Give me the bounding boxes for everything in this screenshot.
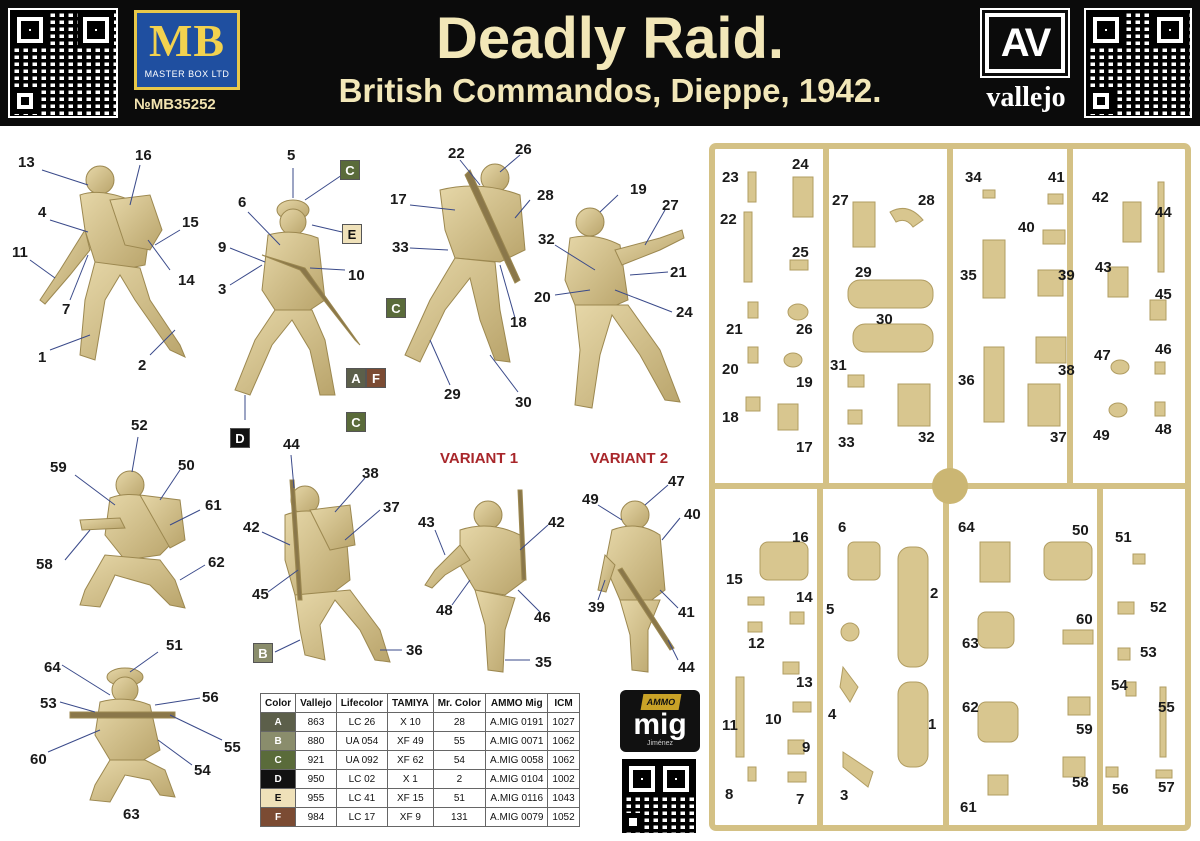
sprue-part-label: 61: [960, 799, 977, 816]
sprue-part-label: 19: [796, 374, 813, 391]
table-cell-tamiya: X 10: [388, 713, 434, 732]
sprue-part-label: 46: [1155, 341, 1172, 358]
table-cell-tamiya: XF 62: [388, 751, 434, 770]
ammo-mig-logo: [620, 690, 700, 752]
sprue-part-label: 55: [1158, 699, 1175, 716]
figure-4-label: 20: [534, 289, 551, 306]
figure-1-label: 4: [38, 204, 47, 221]
sprue-part-label: 51: [1115, 529, 1132, 546]
qr-code-bottom-icon[interactable]: [620, 757, 698, 835]
table-cell-ammo: A.MIG 0104: [486, 770, 548, 789]
figure-7-label: 46: [534, 609, 551, 626]
figure-5-label: 59: [50, 459, 67, 476]
table-header-cell: AMMO Mig: [486, 694, 548, 713]
figure-3-label: 29: [444, 386, 461, 403]
figure-2-label: 10: [348, 267, 365, 284]
table-cell-code: D: [261, 770, 296, 789]
master-box-logo-letters: MB: [148, 15, 226, 66]
table-cell-ammo: A.MIG 0071: [486, 732, 548, 751]
figure-2-label: 9: [218, 239, 227, 256]
sprue-part-label: 43: [1095, 259, 1112, 276]
figure-5-label: 52: [131, 417, 148, 434]
figure-1-label: 14: [178, 272, 195, 289]
table-cell-code: E: [261, 789, 296, 808]
sprue-part-label: 48: [1155, 421, 1172, 438]
sprue-part-label: 41: [1048, 169, 1065, 186]
figure-1-label: 7: [62, 301, 71, 318]
figure-9: [70, 668, 175, 802]
sprue-part-label: 50: [1072, 522, 1089, 539]
table-cell-ammo: A.MIG 0116: [486, 789, 548, 808]
ammo-mig-logo-top: AMMO: [641, 694, 682, 710]
sprue-part-label: 18: [722, 409, 739, 426]
sprue-part-label: 25: [792, 244, 809, 261]
table-cell-mrcolor: 54: [433, 751, 485, 770]
table-row: [261, 789, 580, 808]
sprue-part-label: 39: [1058, 267, 1075, 284]
sprue-part-label: 45: [1155, 286, 1172, 303]
table-cell-lifecolor: UA 054: [336, 732, 387, 751]
sprue-part-label: 24: [792, 156, 809, 173]
figure-6: [285, 480, 390, 662]
table-cell-icm: 1002: [548, 770, 579, 789]
figure-3-label: 22: [448, 145, 465, 162]
sprue-gate: [932, 468, 968, 504]
table-cell-icm: 1043: [548, 789, 579, 808]
table-cell-vallejo: 984: [296, 808, 337, 827]
figure-9-label: 56: [202, 689, 219, 706]
figure-3-color-chip: C: [386, 298, 406, 318]
sprue-part-label: 56: [1112, 781, 1129, 798]
figure-8-label: 49: [582, 491, 599, 508]
table-cell-mrcolor: 51: [433, 789, 485, 808]
figure-8-label: 40: [684, 506, 701, 523]
sprue-part-label: 11: [722, 717, 738, 734]
figure-6-label: 42: [243, 519, 260, 536]
figure-2-color-chip: E: [342, 224, 362, 244]
sprue-part-label: 6: [838, 519, 847, 536]
figure-4-label: 21: [670, 264, 687, 281]
figure-1-label: 13: [18, 154, 35, 171]
table-header-row: [261, 694, 580, 713]
sprue-part-label: 7: [796, 791, 805, 808]
figure-2-color-chip: C: [346, 412, 366, 432]
figure-3-label: 30: [515, 394, 532, 411]
figure-2-color-chip: C: [340, 160, 360, 180]
sprue-part-label: 20: [722, 361, 739, 378]
figure-4-label: 32: [538, 231, 555, 248]
table-cell-ammo: A.MIG 0079: [486, 808, 548, 827]
table-cell-tamiya: X 1: [388, 770, 434, 789]
sprue-part-label: 26: [796, 321, 813, 338]
sprue-part-label: 33: [838, 434, 855, 451]
sprue-part-label: 36: [958, 372, 975, 389]
table-cell-code: A: [261, 713, 296, 732]
figure-5-label: 58: [36, 556, 53, 573]
sprue-part-label: 17: [796, 439, 813, 456]
figure-3-label: 18: [510, 314, 527, 331]
table-cell-lifecolor: LC 41: [336, 789, 387, 808]
table-cell-vallejo: 863: [296, 713, 337, 732]
figure-1-label: 11: [12, 244, 28, 261]
table-cell-code: C: [261, 751, 296, 770]
table-cell-code: B: [261, 732, 296, 751]
figure-3-label: 28: [537, 187, 554, 204]
figure-9-label: 54: [194, 762, 211, 779]
sprue-part-label: 3: [840, 787, 849, 804]
table-cell-ammo: A.MIG 0191: [486, 713, 548, 732]
sprue-part-label: 53: [1140, 644, 1157, 661]
sprue-part-label: 23: [722, 169, 739, 186]
figure-3-label: 26: [515, 141, 532, 158]
figure-8: [598, 501, 674, 672]
figure-6-label: 36: [406, 642, 423, 659]
table-header-cell: ICM: [548, 694, 579, 713]
variant-1-label: VARIANT 1: [440, 450, 519, 467]
figure-4-label: 19: [630, 181, 647, 198]
table-cell-mrcolor: 28: [433, 713, 485, 732]
sprue-part-label: 1: [928, 716, 937, 733]
sprue-part-label: 42: [1092, 189, 1109, 206]
table-cell-code: F: [261, 808, 296, 827]
page-title: Deadly Raid.: [435, 6, 785, 71]
table-header-cell: TAMIYA: [388, 694, 434, 713]
figure-7-label: 48: [436, 602, 453, 619]
table-cell-mrcolor: 55: [433, 732, 485, 751]
figure-9-label: 55: [224, 739, 241, 756]
figure-9-label: 53: [40, 695, 57, 712]
figure-6-label: 45: [252, 586, 269, 603]
figure-4-label: 27: [662, 197, 679, 214]
figure-8-label: 47: [668, 473, 685, 490]
sprue-part-label: 13: [796, 674, 813, 691]
figure-9-label: 64: [44, 659, 61, 676]
variant-2-label: VARIANT 2: [590, 450, 669, 467]
sprue-part-label: 64: [958, 519, 975, 536]
sprue-part-label: 16: [792, 529, 809, 546]
figure-6-label: 37: [383, 499, 400, 516]
sprue-part-label: 49: [1093, 427, 1110, 444]
figure-1-label: 16: [135, 147, 152, 164]
ammo-mig-logo-sub: Jiménez: [646, 740, 674, 747]
table-cell-tamiya: XF 15: [388, 789, 434, 808]
sprue-part-label: 60: [1076, 611, 1093, 628]
figure-3: [405, 164, 525, 362]
kit-number: №MB35252: [134, 96, 216, 113]
sprue-part-label: 10: [765, 711, 782, 728]
sprue-part-label: 40: [1018, 219, 1035, 236]
sprue-part-label: 35: [960, 267, 977, 284]
sprue-part-label: 14: [796, 589, 813, 606]
table-header-cell: Lifecolor: [336, 694, 387, 713]
sprue-part-label: 54: [1111, 677, 1128, 694]
figure-5: [80, 471, 185, 608]
sprue-part-label: 21: [726, 321, 743, 338]
sprue-part-label: 29: [855, 264, 872, 281]
table-cell-tamiya: XF 9: [388, 808, 434, 827]
figure-1-label: 15: [182, 214, 199, 231]
figure-9-label: 63: [123, 806, 140, 823]
table-cell-lifecolor: LC 17: [336, 808, 387, 827]
table-header-cell: Vallejo: [296, 694, 337, 713]
table-cell-vallejo: 880: [296, 732, 337, 751]
sprue-part-label: 62: [962, 699, 979, 716]
sprue-part-label: 15: [726, 571, 743, 588]
sprue-part-label: 32: [918, 429, 935, 446]
table-cell-vallejo: 955: [296, 789, 337, 808]
figure-4: [565, 208, 684, 408]
sprue-part-label: 34: [965, 169, 982, 186]
table-cell-icm: 1027: [548, 713, 579, 732]
table-cell-icm: 1062: [548, 732, 579, 751]
table-cell-icm: 1062: [548, 751, 579, 770]
figure-4-label: 24: [676, 304, 693, 321]
sprue-part-label: 9: [802, 739, 811, 756]
table-cell-mrcolor: 2: [433, 770, 485, 789]
sprue-part-label: 5: [826, 601, 835, 618]
figure-2-color-chip: F: [366, 368, 386, 388]
sprue-part-label: 4: [828, 706, 837, 723]
table-row: [261, 808, 580, 827]
sprue-part-label: 2: [930, 585, 939, 602]
sprue-part-label: 37: [1050, 429, 1067, 446]
sprue-part-label: 57: [1158, 779, 1175, 796]
table-cell-icm: 1052: [548, 808, 579, 827]
table-header-cell: Color: [261, 694, 296, 713]
ammo-mig-logo-main: mig: [633, 708, 687, 741]
table-row: [261, 713, 580, 732]
figure-6-label: 38: [362, 465, 379, 482]
figure-6-color-chip: B: [253, 643, 273, 663]
sprue-part-label: 27: [832, 192, 849, 209]
figure-3-label: 33: [392, 239, 409, 256]
table-cell-vallejo: 950: [296, 770, 337, 789]
table-cell-lifecolor: UA 092: [336, 751, 387, 770]
sprue-part-label: 44: [1155, 204, 1172, 221]
figure-2-color-chip: A: [346, 368, 366, 388]
sprue-part-label: 47: [1094, 347, 1111, 364]
figure-5-label: 62: [208, 554, 225, 571]
figure-2-color-chip: D: [230, 428, 250, 448]
table-cell-tamiya: XF 49: [388, 732, 434, 751]
figure-9-label: 51: [166, 637, 183, 654]
table-row: [261, 732, 580, 751]
figure-7-label: 42: [548, 514, 565, 531]
table-row: [261, 770, 580, 789]
figure-8-label: 39: [588, 599, 605, 616]
figure-2-label: 3: [218, 281, 227, 298]
table-cell-mrcolor: 131: [433, 808, 485, 827]
table-cell-ammo: A.MIG 0058: [486, 751, 548, 770]
figure-1-label: 2: [138, 357, 147, 374]
figure-7: [425, 490, 526, 672]
vallejo-wordmark: vallejo: [986, 82, 1066, 113]
table-header-cell: Mr. Color: [433, 694, 485, 713]
table-cell-lifecolor: LC 02: [336, 770, 387, 789]
figure-8-label: 41: [678, 604, 695, 621]
figure-2-label: 5: [287, 147, 296, 164]
sprue-part-label: 59: [1076, 721, 1093, 738]
page-subtitle: British Commandos, Dieppe, 1942.: [338, 72, 882, 109]
figure-3-label: 17: [390, 191, 407, 208]
parts-sprue-diagram: [708, 142, 1192, 832]
sprue-part-label: 63: [962, 635, 979, 652]
master-box-logo-name: MASTER BOX LTD: [144, 69, 230, 79]
figure-2-label: 6: [238, 194, 247, 211]
sprue-part-label: 12: [748, 635, 765, 652]
color-reference-table: [260, 693, 580, 827]
figure-9-label: 60: [30, 751, 47, 768]
sprue-part-label: 30: [876, 311, 893, 328]
figure-5-label: 61: [205, 497, 222, 514]
sprue-part-label: 28: [918, 192, 935, 209]
sprue-part-label: 31: [830, 357, 847, 374]
sprue-part-label: 58: [1072, 774, 1089, 791]
figure-8-label: 44: [678, 659, 695, 676]
sprue-part-label: 22: [720, 211, 737, 228]
vallejo-logo-mark: AV: [989, 17, 1061, 69]
figure-1-label: 1: [38, 349, 47, 366]
sprue-part-label: 52: [1150, 599, 1167, 616]
sprue-part-label: 38: [1058, 362, 1075, 379]
figure-7-label: 35: [535, 654, 552, 671]
figure-6-label: 44: [283, 436, 300, 453]
sprue-part-label: 8: [725, 786, 734, 803]
figure-1: [40, 166, 185, 360]
figure-7-label: 43: [418, 514, 435, 531]
table-cell-vallejo: 921: [296, 751, 337, 770]
figure-5-label: 50: [178, 457, 195, 474]
table-row: [261, 751, 580, 770]
table-cell-lifecolor: LC 26: [336, 713, 387, 732]
